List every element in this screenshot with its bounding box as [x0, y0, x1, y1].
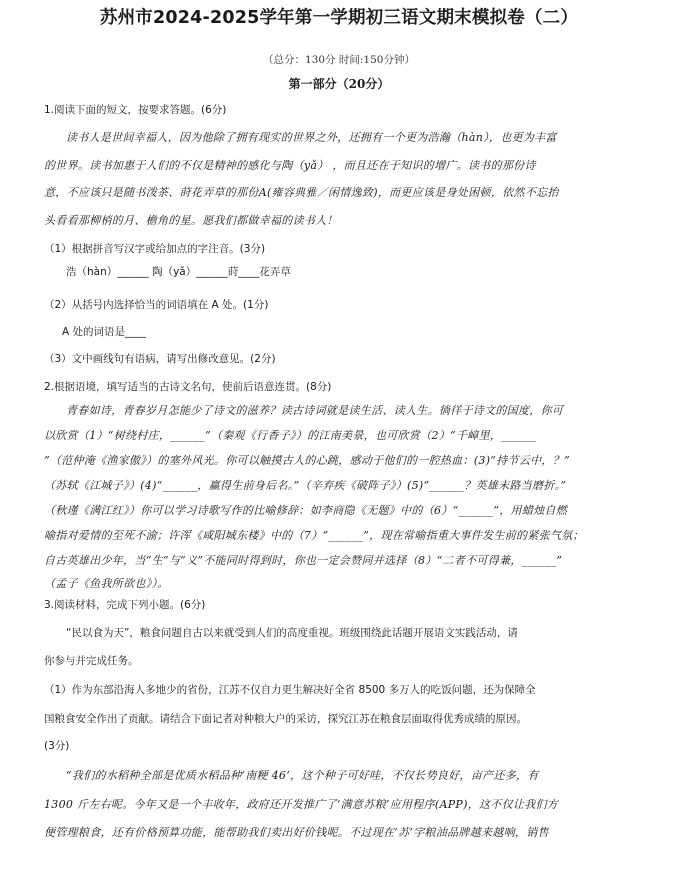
q1-passage-line: 的世界。读书加惠于人们的不仅是精神的感化与陶（yǎ） ，而且还在于知识的增广。读书的那份诗: [44, 159, 536, 172]
q2-passage-line: （孟子《鱼我所欲也》）。: [44, 577, 169, 590]
exam-title: 苏州市2024-2025学年第一学期初三语文期末模拟卷（二）: [99, 8, 579, 28]
exam-meta: （总分：130分 时间:150分钟）: [263, 54, 415, 66]
q3-passage-line: 你参与并完成任务。: [44, 655, 139, 667]
q3-sub1-line: (3分): [44, 740, 70, 752]
section-heading: 第一部分（20分）: [288, 77, 390, 91]
q2-passage-line: 喻指对爱情的至死不渝；许浑《咸阳城东楼》中的（7）“______”，现在常喻指重大事件发生前的紧张气氛；: [44, 529, 584, 542]
q1-sub2: （2）从括号内选择恰当的词语填在 A 处。(1分): [44, 299, 269, 311]
q2-passage-line: 以欣赏（1）“树绕村庄，______”（秦观《行香子》）的江南美景，也可欣赏（2）“千嶂里，______: [44, 429, 536, 442]
q1-sub1: （1）根据拼音写汉字或给加点的字注音。(3分): [44, 243, 266, 255]
q3-sub1-line: （1）作为东部沿海人多地少的省份，江苏不仅自力更生解决好全省 8500 多万人的吃饭问题，还为保障全: [44, 684, 536, 696]
q3-passage-line: “民以食为天”，粮食问题自古以来就受到人们的高度重视。班级围绕此话题开展语文实践活动，请: [66, 627, 518, 639]
q1-passage-line: 读书人是世间幸福人，因为他除了拥有现实的世界之外，还拥有一个更为浩瀚（hàn），也更为丰富: [66, 131, 557, 144]
q1-sub1-answer: 浩（hàn）______ 陶（yǎ）______莳____花弄草: [66, 266, 291, 278]
question-2-prompt: 2.根据语境，填写适当的古诗文名句，使前后语意连贯。(8分): [44, 381, 332, 393]
q1-sub2-answer: A 处的词语是____: [62, 326, 147, 338]
q2-passage-line: ”（范仲淹《渔家傲》）的塞外风光。你可以触摸古人的心跳，感动于他们的一腔热血：(3)“持节云中，？”: [44, 454, 570, 467]
q3-quote-line: “我们的水稻种全部是优质水稻品种‘南粳 46’，这个种子可好哇，不仅长势良好，亩产还多，有: [66, 769, 539, 782]
q2-passage-line: 青春如诗，青春岁月怎能少了诗文的滋养？读古诗词就是读生活、读人生。徜徉于诗文的国度，你可: [66, 404, 564, 417]
q3-sub1-line: 国粮食安全作出了贡献。请结合下面记者对种粮大户的采访，探究江苏在粮食层面取得优秀成绩的原因。: [44, 713, 527, 725]
q2-passage-line: （苏轼《江城子》）(4)“______，赢得生前身后名。”（辛弃疾《破阵子》）(5)“______？英雄末路当磨折。”: [44, 479, 567, 492]
q3-quote-line: 1300 斤左右呢。今年又是一个丰收年，政府还开发推广了‘满意苏粮’应用程序(APP)，这不仅让我们方: [44, 798, 559, 811]
question-3-prompt: 3.阅读材料，完成下列小题。(6分): [44, 599, 206, 611]
q1-sub3: （3）文中画线句有语病，请写出修改意见。(2分): [44, 353, 276, 365]
q1-passage-line: 意，不应该只是随书泼茶、莳花弄草的那份A(雍容典雅／闲情逸致)，而更应该是身处困顿，依然不忘抬: [44, 186, 559, 199]
q1-passage-line: 头看看那柳梢的月、檐角的星。愿我们都做幸福的读书人！: [44, 214, 338, 227]
q2-passage-line: 自古英雄出少年，当“生”与“义”不能同时得到时，你也一定会赞同并选择（8）“二者不可得兼，______”: [44, 554, 563, 567]
q3-quote-line: 便管理粮食，还有价格预算功能，能帮助我们卖出好价钱呢。不过现在‘苏’字粮油品牌越来越响，销售: [44, 826, 549, 839]
question-1-prompt: 1.阅读下面的短文，按要求答题。(6分): [44, 104, 227, 116]
q2-passage-line: （秋瑾《满江红》）你可以学习诗歌写作的比喻修辞：如李商隐《无题》中的（6）“______”，用蜡烛自燃: [44, 504, 568, 517]
